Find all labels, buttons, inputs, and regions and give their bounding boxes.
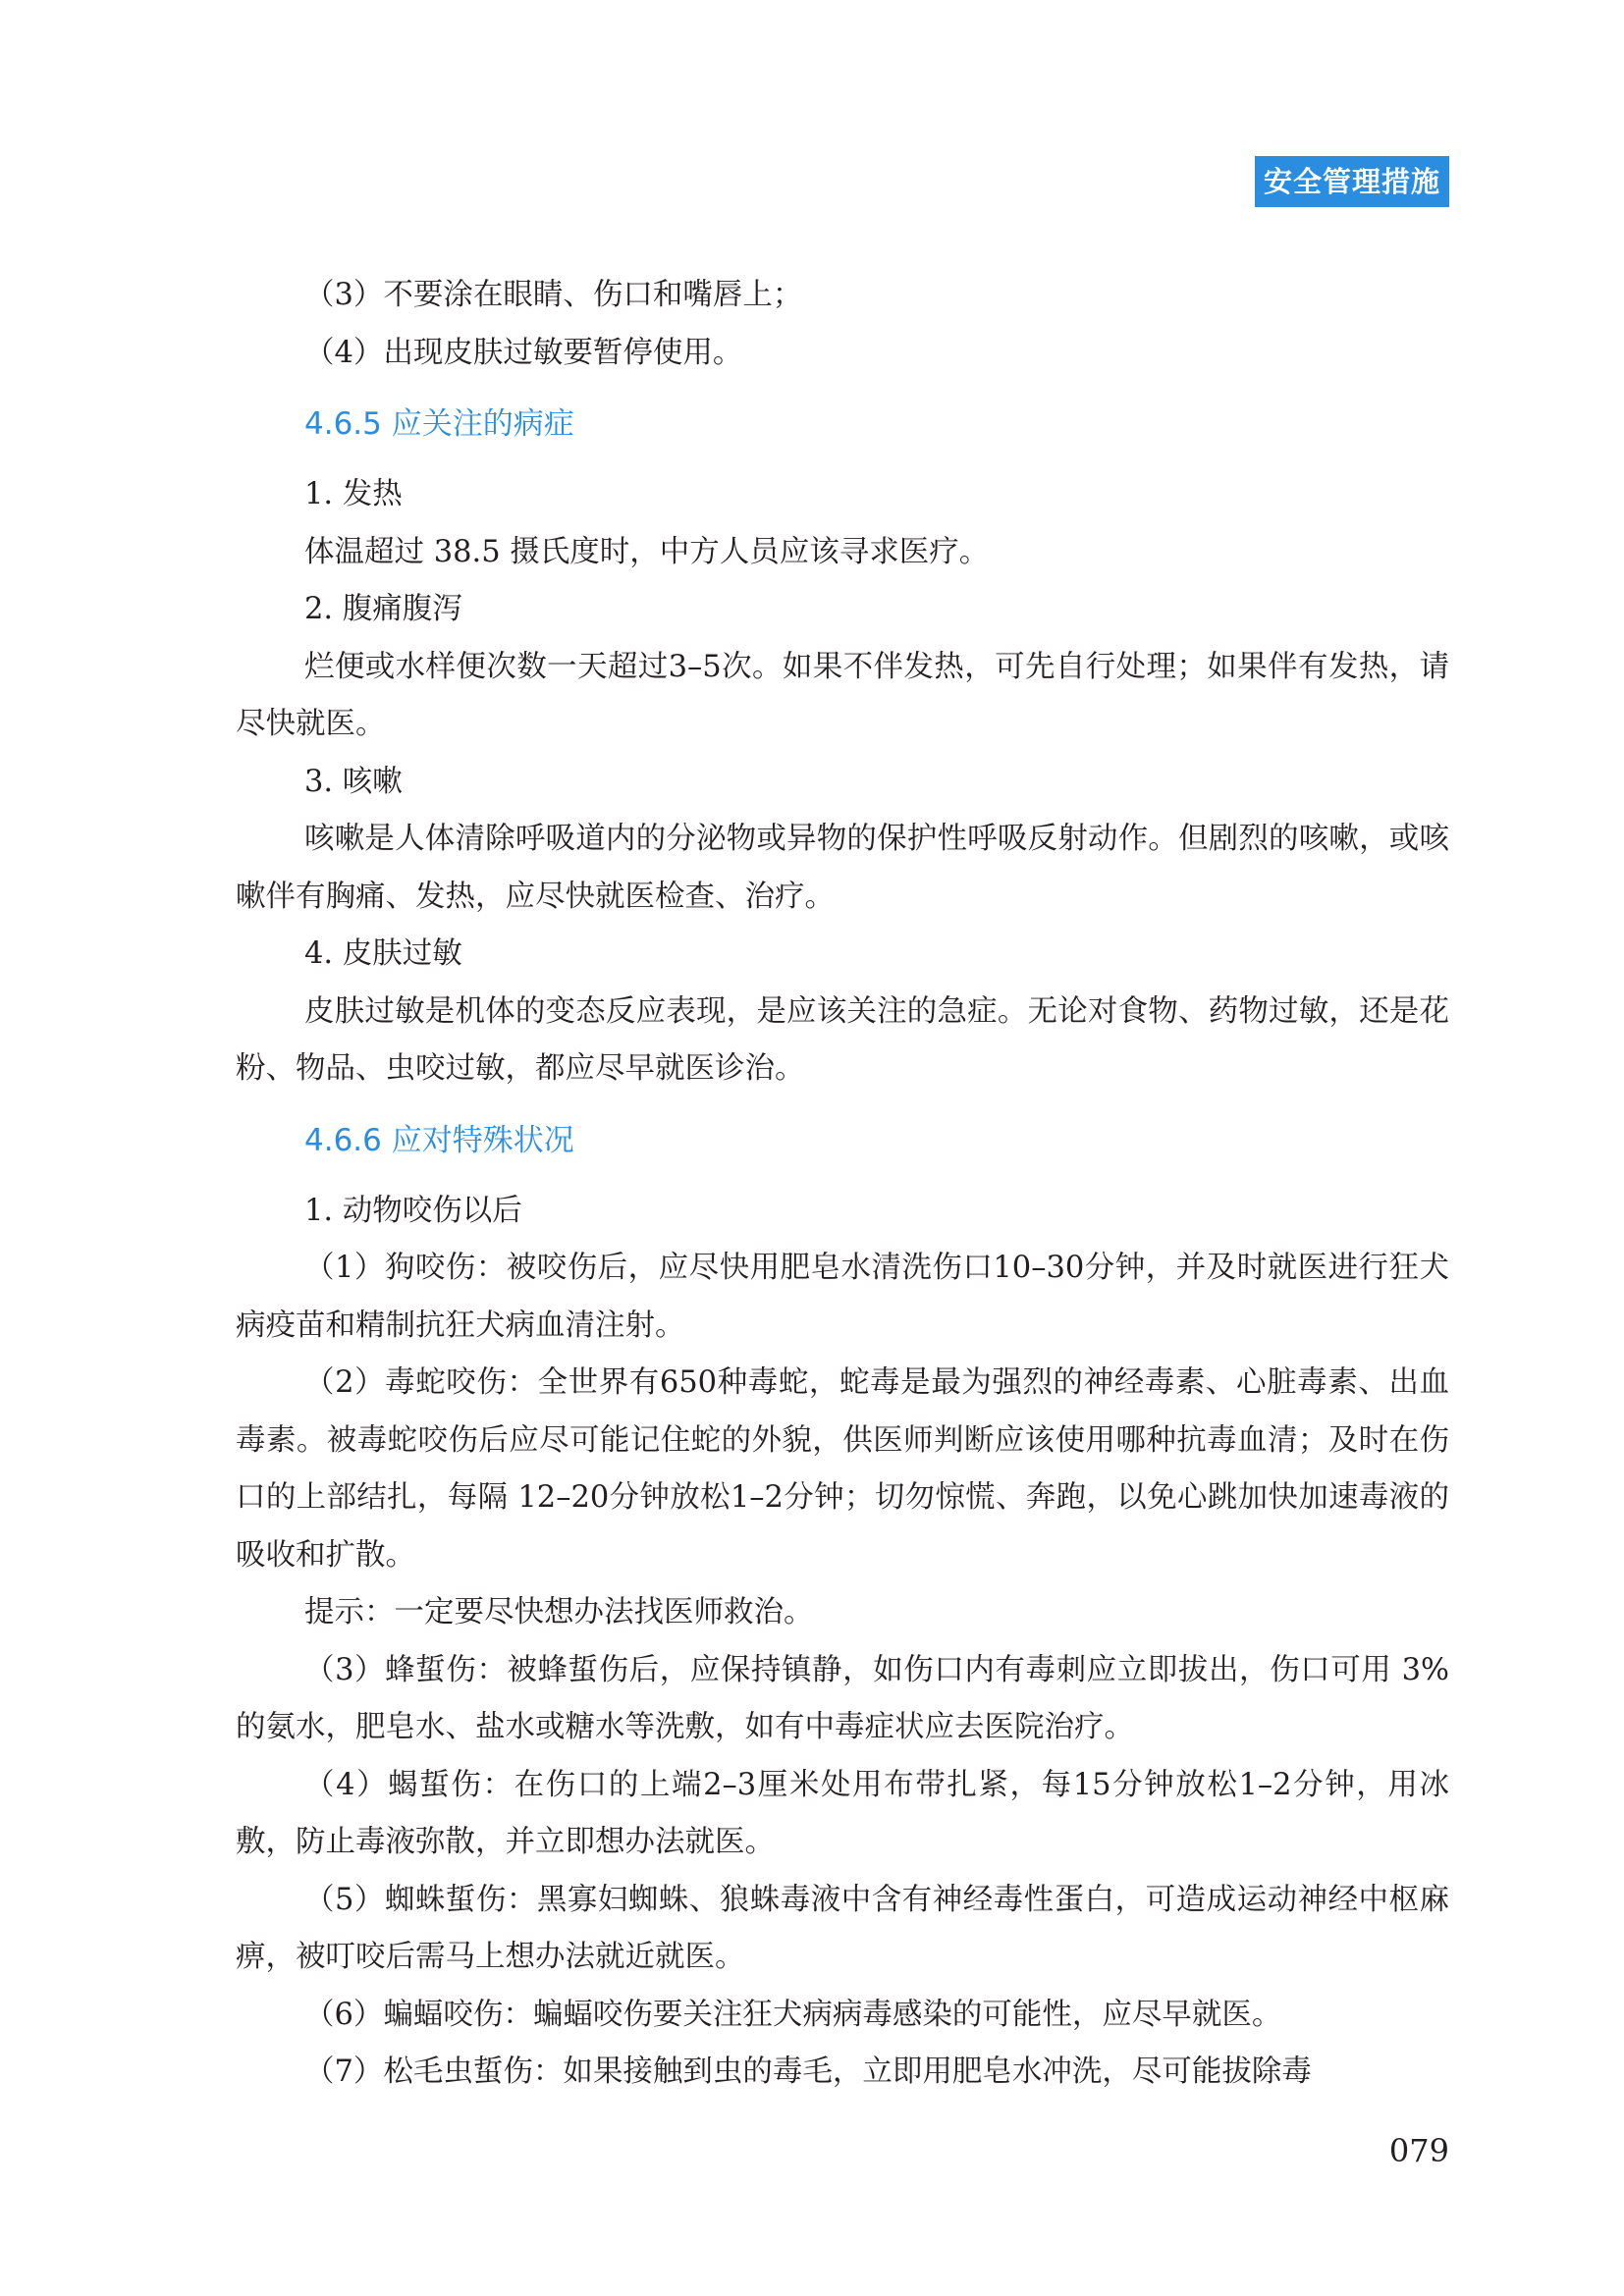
paragraph: （6）蝙蝠咬伤：蝙蝠咬伤要关注狂犬病病毒感染的可能性，应尽早就医。 bbox=[304, 1997, 1282, 2032]
section-heading: 4.6.5 应关注的病症 bbox=[304, 406, 574, 442]
paragraph: 烂便或水样便次数一天超过3–5次。如果不伴发热，可先自行处理；如果伴有发热，请尽快就医。 bbox=[236, 649, 1449, 741]
paragraph: 1. 动物咬伤以后 bbox=[304, 1193, 522, 1228]
paragraph: 体温超过 38.5 摄氏度时，中方人员应该寻求医疗。 bbox=[304, 534, 990, 569]
paragraph: （1）狗咬伤：被咬伤后，应尽快用肥皂水清洗伤口10–30分钟，并及时就医进行狂犬病疫苗和精制抗狂犬病血清注射。 bbox=[236, 1251, 1449, 1343]
paragraph: （3）不要涂在眼睛、伤口和嘴唇上； bbox=[304, 278, 803, 312]
paragraph: （4）出现皮肤过敏要暂停使用。 bbox=[304, 335, 743, 370]
paragraph: 皮肤过敏是机体的变态反应表现，是应该关注的急症。无论对食物、药物过敏，还是花粉、物品、虫咬过敏，都应尽早就医诊治。 bbox=[236, 993, 1449, 1086]
paragraph: 提示：一定要尽快想办法找医师救治。 bbox=[304, 1595, 814, 1629]
page-body bbox=[236, 267, 1449, 2102]
paragraph: 3. 咳嗽 bbox=[304, 764, 403, 799]
paragraph: 2. 腹痛腹泻 bbox=[304, 592, 462, 626]
paragraph: （5）蜘蛛蜇伤：黑寡妇蜘蛛、狼蛛毒液中含有神经毒性蛋白，可造成运动神经中枢麻痹，被叮咬后需马上想办法就近就医。 bbox=[236, 1882, 1449, 1974]
section-heading: 4.6.6 应对特殊状况 bbox=[304, 1122, 574, 1158]
paragraph: （3）蜂蜇伤：被蜂蜇伤后，应保持镇静，如伤口内有毒刺应立即拔出，伤口可用 3%的氨水，肥皂水、盐水或糖水等洗敷，如有中毒症状应去医院治疗。 bbox=[236, 1652, 1449, 1744]
paragraph: （7）松毛虫蜇伤：如果接触到虫的毒毛，立即用肥皂水冲洗，尽可能拔除毒 bbox=[304, 2055, 1312, 2089]
paragraph: 1. 发热 bbox=[304, 477, 403, 511]
section-tab: 安全管理措施 bbox=[1255, 156, 1449, 207]
paragraph: （4）蝎蜇伤：在伤口的上端2–3厘米处用布带扎紧，每15分钟放松1–2分钟，用冰敷，防止毒液弥散，并立即想办法就医。 bbox=[236, 1767, 1449, 1859]
page-number: 079 bbox=[1388, 2132, 1449, 2169]
paragraph: 咳嗽是人体清除呼吸道内的分泌物或异物的保护性呼吸反射动作。但剧烈的咳嗽，或咳嗽伴有胸痛、发热，应尽快就医检查、治疗。 bbox=[236, 822, 1449, 914]
paragraph: 4. 皮肤过敏 bbox=[304, 936, 462, 971]
paragraph: （2）毒蛇咬伤：全世界有650种毒蛇，蛇毒是最为强烈的神经毒素、心脏毒素、出血毒素。被毒蛇咬伤后应尽可能记住蛇的外貌，供医师判断应该使用哪种抗毒血清；及时在伤口的上部结扎，每隔 12–20分钟放松1–2分钟；切勿惊慌、奔跑，以免心跳加快加速毒液的吸收和扩散。 bbox=[236, 1365, 1449, 1573]
